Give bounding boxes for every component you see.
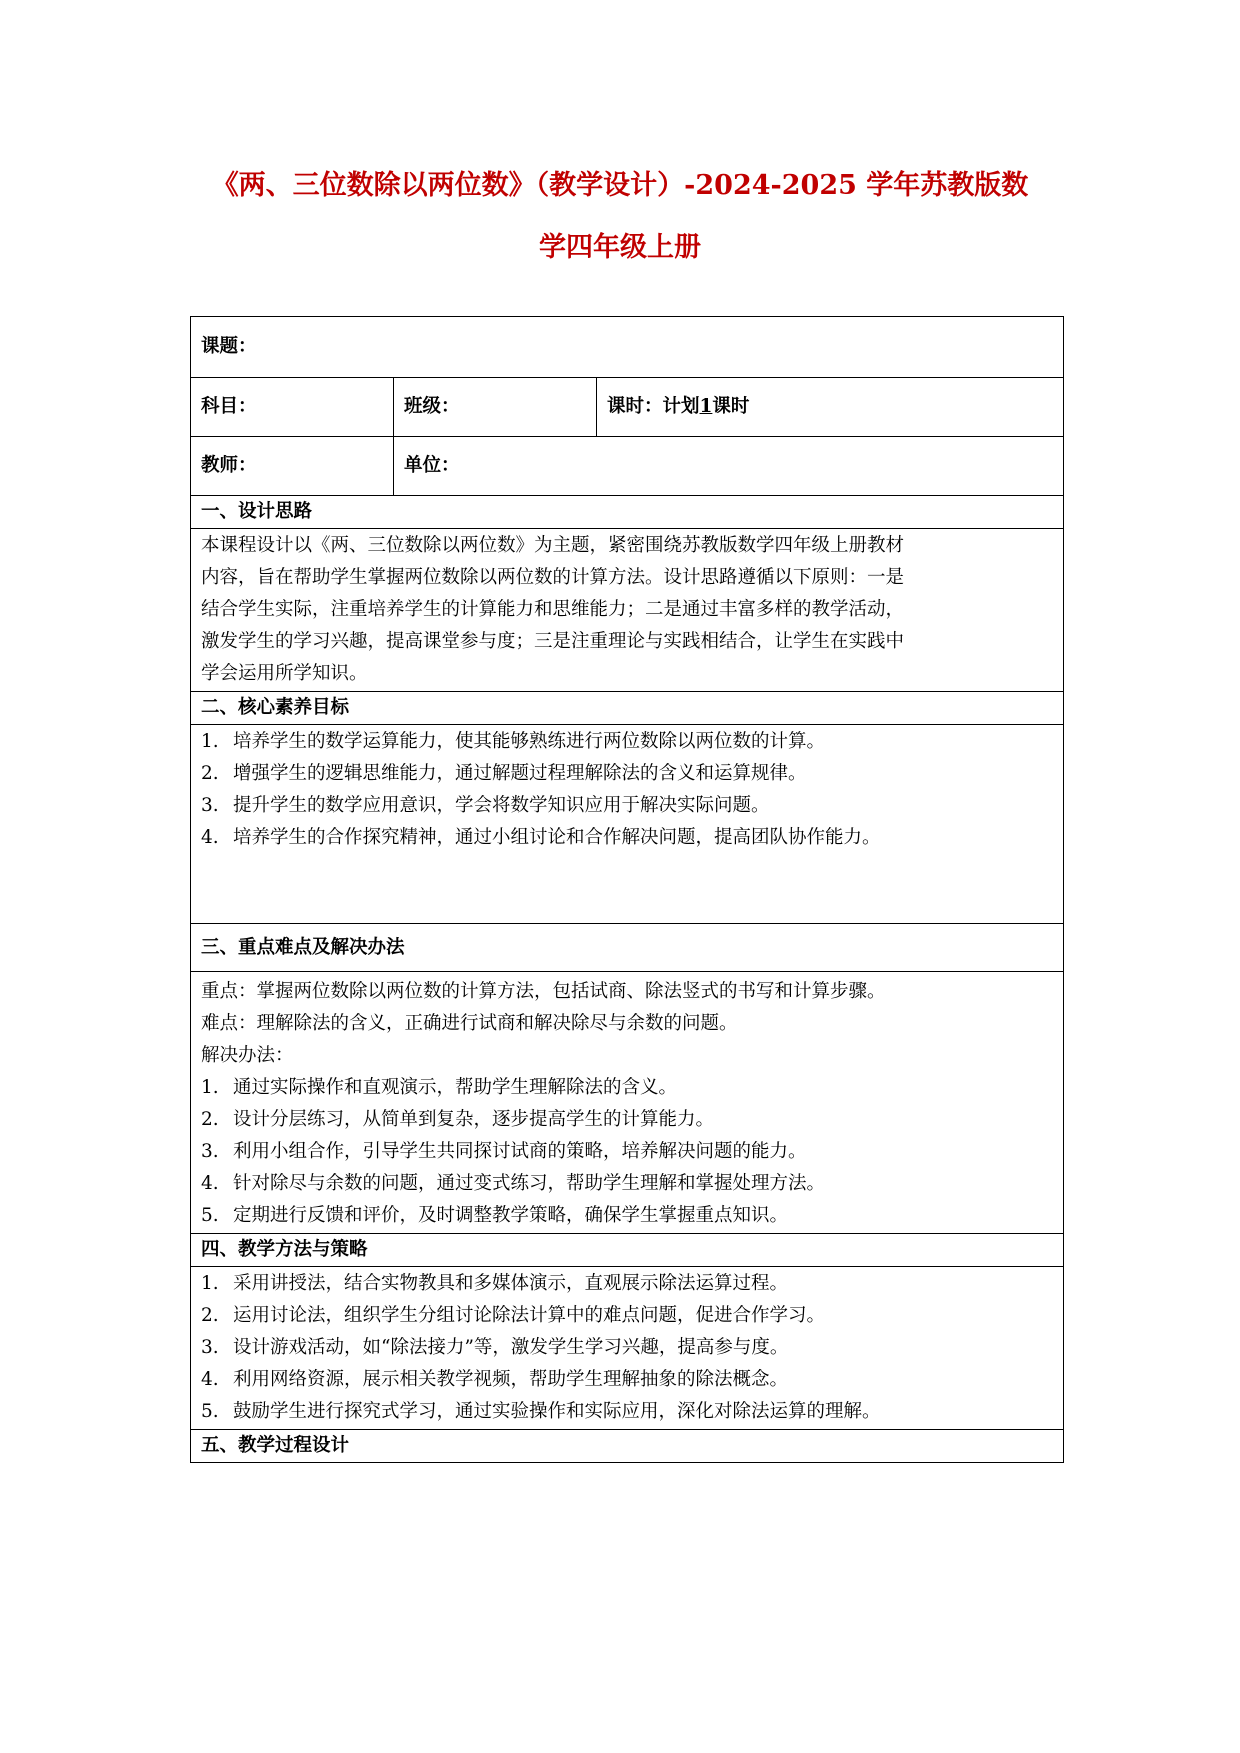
item-text: 运用讨论法，组织学生分组讨论除法计算中的难点问题，促进合作学习。 (233, 1305, 826, 1326)
list-item (201, 726, 1053, 758)
section-heading: 四、教学方法与策略 (191, 1234, 1064, 1267)
section-3-body (191, 972, 1064, 1234)
section-5-heading-row (191, 1430, 1064, 1463)
item-number: 5. (201, 1401, 219, 1422)
paragraph-line: 内容，旨在帮助学生掌握两位数除以两位数的计算方法。设计思路遵循以下原则：一是 (201, 567, 905, 588)
item-text: 设计游戏活动，如“除法接力”等，激发学生学习兴趣，提高参与度。 (233, 1337, 789, 1358)
item-number: 1. (201, 731, 219, 752)
section-2-body-row (191, 725, 1064, 924)
item-text: 定期进行反馈和评价，及时调整教学策略，确保学生掌握重点知识。 (233, 1205, 789, 1226)
paragraph-line: 结合学生实际，注重培养学生的计算能力和思维能力；二是通过丰富多样的教学活动， (201, 599, 905, 620)
meta-row-1 (191, 378, 1064, 437)
section-heading: 五、教学过程设计 (191, 1430, 1064, 1463)
section-heading: 一、设计思路 (191, 496, 1064, 529)
item-text: 设计分层练习，从简单到复杂，逐步提高学生的计算能力。 (233, 1109, 715, 1130)
paragraph-line: 激发学生的学习兴趣，提高课堂参与度；三是注重理论与实践相结合，让学生在实践中 (201, 631, 905, 652)
list-item (201, 1200, 1053, 1232)
section-4-heading-row (191, 1234, 1064, 1267)
difficulty-point: 难点：理解除法的含义，正确进行试商和解决除尽与余数的问题。 (201, 1013, 738, 1034)
item-text: 培养学生的数学运算能力，使其能够熟练进行两位数除以两位数的计算。 (233, 731, 826, 752)
section-3-body-row (191, 972, 1064, 1234)
item-text: 培养学生的合作探究精神，通过小组讨论和合作解决问题，提高团队协作能力。 (233, 827, 881, 848)
item-number: 1. (201, 1077, 219, 1098)
item-text: 利用网络资源，展示相关教学视频，帮助学生理解抽象的除法概念。 (233, 1369, 789, 1390)
list-item (201, 1268, 1053, 1300)
item-number: 1. (201, 1273, 219, 1294)
paragraph-line: 学会运用所学知识。 (201, 663, 368, 684)
section-4-body-row (191, 1267, 1064, 1430)
item-number: 2. (201, 1305, 219, 1326)
meta-row-2 (191, 437, 1064, 496)
lesson-plan-table (190, 316, 1064, 1463)
item-number: 3. (201, 1337, 219, 1358)
item-number: 2. (201, 1109, 219, 1130)
item-number: 3. (201, 795, 219, 816)
hours-value: 1 (699, 396, 713, 417)
topic-row (191, 317, 1064, 378)
solution-list (201, 1072, 1053, 1232)
list-item (201, 1168, 1053, 1200)
item-text: 采用讲授法，结合实物教具和多媒体演示，直观展示除法运算过程。 (233, 1273, 789, 1294)
hours-unit: 课时 (712, 396, 750, 417)
list-item (201, 1364, 1053, 1396)
item-number: 5. (201, 1205, 219, 1226)
item-number: 4. (201, 1369, 219, 1390)
solution-label: 解决办法： (201, 1045, 294, 1066)
list-item (201, 1332, 1053, 1364)
item-number: 2. (201, 763, 219, 784)
section-2-heading-row (191, 692, 1064, 725)
title-line-2: 学四年级上册 (539, 232, 701, 263)
unit-cell: 单位： (394, 437, 1064, 496)
list-item (201, 1300, 1053, 1332)
topic-cell: 课题： (191, 317, 1064, 378)
key-point: 重点：掌握两位数除以两位数的计算方法，包括试商、除法竖式的书写和计算步骤。 (201, 981, 886, 1002)
item-text: 通过实际操作和直观演示，帮助学生理解除法的含义。 (233, 1077, 678, 1098)
item-text: 针对除尽与余数的问题，通过变式练习，帮助学生理解和掌握处理方法。 (233, 1173, 826, 1194)
paragraph-line: 本课程设计以《两、三位数除以两位数》为主题，紧密围绕苏教版数学四年级上册教材 (201, 535, 905, 556)
item-number: 4. (201, 827, 219, 848)
goal-list (201, 726, 1053, 854)
hours-cell (597, 378, 1064, 437)
list-item (201, 758, 1053, 790)
item-number: 4. (201, 1173, 219, 1194)
item-text: 提升学生的数学应用意识，学会将数学知识应用于解决实际问题。 (233, 795, 770, 816)
document-title (150, 155, 1090, 279)
section-1-heading-row (191, 496, 1064, 529)
teacher-cell: 教师： (191, 437, 394, 496)
list-item (201, 1136, 1053, 1168)
section-1-body (191, 529, 1064, 692)
list-item (201, 1396, 1053, 1428)
section-2-body (191, 725, 1064, 924)
item-text: 鼓励学生进行探究式学习，通过实验操作和实际应用，深化对除法运算的理解。 (233, 1401, 881, 1422)
method-list (201, 1268, 1053, 1428)
class-cell: 班级： (394, 378, 597, 437)
list-item (201, 1104, 1053, 1136)
title-line-1: 《两、三位数除以两位数》（教学设计）-2024-2025 学年苏教版数 (211, 170, 1029, 201)
hours-label: 课时：计划 (607, 396, 700, 417)
subject-cell: 科目： (191, 378, 394, 437)
list-item (201, 822, 1053, 854)
section-4-body (191, 1267, 1064, 1430)
item-text: 利用小组合作，引导学生共同探讨试商的策略，培养解决问题的能力。 (233, 1141, 807, 1162)
section-1-body-row (191, 529, 1064, 692)
section-heading: 三、重点难点及解决办法 (191, 924, 1064, 972)
list-item (201, 1072, 1053, 1104)
section-heading: 二、核心素养目标 (191, 692, 1064, 725)
item-text: 增强学生的逻辑思维能力，通过解题过程理解除法的含义和运算规律。 (233, 763, 807, 784)
list-item (201, 790, 1053, 822)
item-number: 3. (201, 1141, 219, 1162)
section-3-heading-row (191, 924, 1064, 972)
